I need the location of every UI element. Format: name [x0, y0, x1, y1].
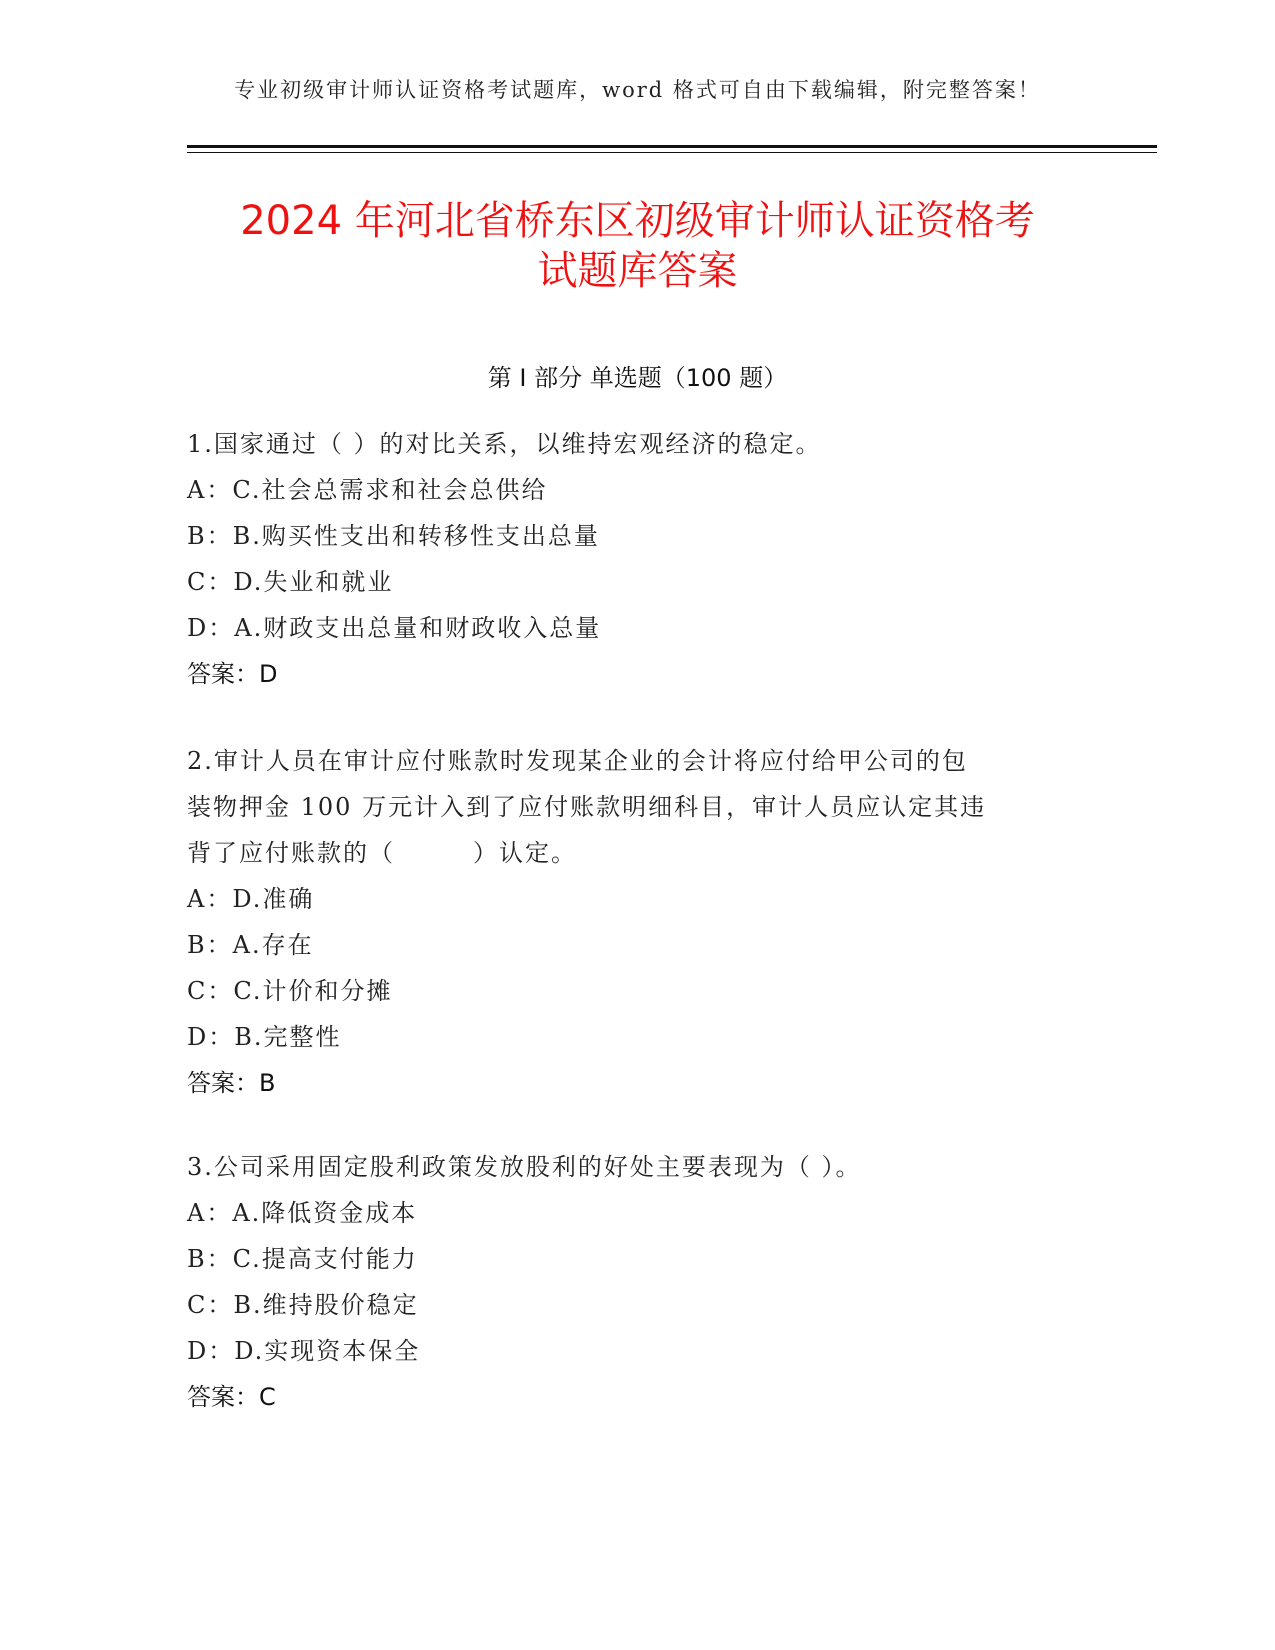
option-c: C：C.计价和分摊 — [187, 977, 393, 1005]
option-a: A：A.降低资金成本 — [187, 1199, 418, 1227]
question-3 — [187, 1144, 1067, 1420]
header-rule-thin — [187, 152, 1157, 153]
question-stem-line-3: 背了应付账款的（ ）认定。 — [187, 839, 577, 867]
question-1 — [187, 421, 1067, 697]
title-line-1: 2024 年河北省桥东区初级审计师认证资格考 — [240, 198, 1035, 244]
option-a: A：C.社会总需求和社会总供给 — [187, 476, 548, 504]
answer: 答案：B — [187, 1069, 276, 1097]
answer: 答案：C — [187, 1383, 276, 1411]
option-c: C：B.维持股价稳定 — [187, 1291, 419, 1319]
option-d: D：D.实现资本保全 — [187, 1337, 421, 1365]
option-d: D：A.财政支出总量和财政收入总量 — [187, 614, 602, 642]
option-a: A：D.准确 — [187, 885, 315, 913]
question-stem: 3.公司采用固定股利政策发放股利的好处主要表现为（ ）。 — [187, 1153, 862, 1181]
document-title — [160, 196, 1115, 296]
answer: 答案：D — [187, 660, 278, 688]
option-b: B：B.购买性支出和转移性支出总量 — [187, 522, 600, 550]
header-note: 专业初级审计师认证资格考试题库，word 格式可自由下载编辑，附完整答案！ — [234, 78, 1041, 102]
option-d: D：B.完整性 — [187, 1023, 342, 1051]
section-heading: 第 I 部分 单选题（100 题） — [487, 364, 788, 392]
question-stem-line-2: 装物押金 100 万元计入到了应付账款明细科目，审计人员应认定其违 — [187, 793, 987, 821]
header-rule — [187, 145, 1157, 148]
option-b: B：C.提高支付能力 — [187, 1245, 418, 1273]
option-c: C：D.失业和就业 — [187, 568, 394, 596]
title-line-2: 试题库答案 — [537, 248, 738, 294]
question-stem-line-1: 2.审计人员在审计应付账款时发现某企业的会计将应付给甲公司的包 — [187, 747, 968, 775]
question-stem: 1.国家通过（ ）的对比关系，以维持宏观经济的稳定。 — [187, 430, 822, 458]
option-b: B：A.存在 — [187, 931, 314, 959]
question-2 — [187, 738, 1067, 1106]
